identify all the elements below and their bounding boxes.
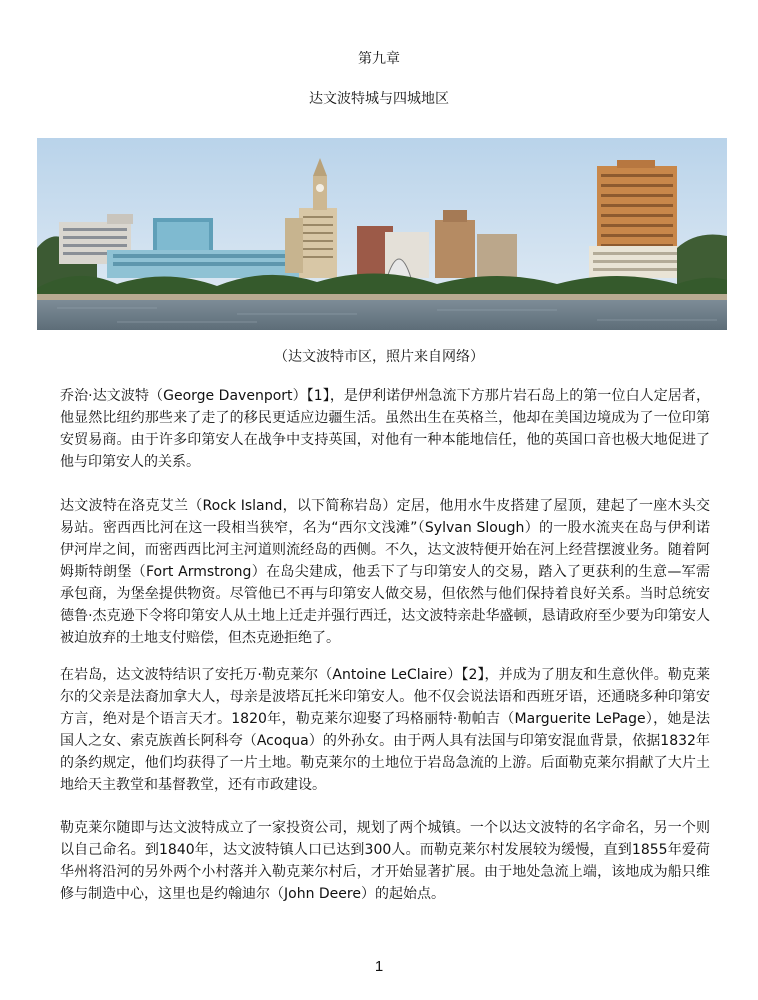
page-number: 1 — [374, 958, 384, 975]
photo-caption: （达文波特市区，照片来自网络） — [274, 349, 484, 365]
paragraph-rock-island: 达文波特在洛克艾兰（Rock Island，以下简称岩岛）定居，他用水牛皮搭建了屋顶，建起了一座木头交易站。密西西比河在这一段相当狭窄，名为“西尔文浅滩”（Sylvan Slough）的一股水流夹在岛与伊利诺伊河岸之间，而密西西比河主河道则流经岛的西侧。不久，达文波特便开始在河上经营摆渡业务。随着阿姆斯特朗堡（Fort Armstrong）在岛尖建成，他丢下了与印第安人的交易，踏入了更获利的生意—军需承包商，为堡垒提供物资。尽管他已不再与印第安人做交易，但依然与他们保持着良好关系。当时总统安德鲁·杰克逊下令将印第安人从土地上迁走并强行西迁，达文波特亲赴华盛顿，恳请政府至少要为印第安人被迫放弃的土地支付赔偿，但杰克逊拒绝了。 — [60, 498, 710, 646]
paragraph-leclaire: 在岩岛，达文波特结识了安托万·勒克莱尔（Antoine LeClaire）【2】，并成为了朋友和生意伙伴。勒克莱尔的父亲是法裔加拿大人，母亲是波塔瓦托米印第安人。他不仅会说法语和西班牙语，还通晓多种印第安方言，绝对是个语言天才。1820年，勒克莱尔迎娶了玛格丽特·勒帕吉（Marguerite LePage），她是法国人之女、索克族酋长阿科夸（Acoqua）的外孙女。由于两人具有法国与印第安混血背景，依据1832年的条约规定，他们均获得了一片土地。勒克莱尔的土地位于岩岛急流的上游。后面勒克莱尔捐献了大片土地给天主教堂和基督教堂，还有市政建设。 — [60, 667, 710, 793]
chapter-title: 达文波特城与四城地区 — [309, 91, 449, 107]
skyline-illustration — [37, 138, 727, 330]
city-skyline-photo — [37, 138, 727, 330]
paragraph-towns: 勒克莱尔随即与达文波特成立了一家投资公司，规划了两个城镇。一个以达文波特的名字命名，另一个则以自己命名。到1840年，达文波特镇人口已达到300人。而勒克莱尔村发展较为缓慢，直到1855年爱荷华州将沿河的另外两个小村落并入勒克莱尔村后，才开始显著扩展。由于地处急流上端，该地成为船只维修与制造中心，这里也是约翰迪尔（John Deere）的起始点。 — [60, 820, 710, 902]
paragraph-davenport-intro: 乔治·达文波特（George Davenport）【1】，是伊利诺伊州急流下方那片岩石岛上的第一位白人定居者，他显然比纽约那些来了走了的移民更适应边疆生活。虽然出生在英格兰，他却在美国边境成为了一位印第安贸易商。由于许多印第安人在战争中支持英国，对他有一种本能地信任，他的英国口音也极大地促进了他与印第安人的关系。 — [60, 388, 710, 470]
chapter-label: 第九章 — [358, 51, 400, 67]
